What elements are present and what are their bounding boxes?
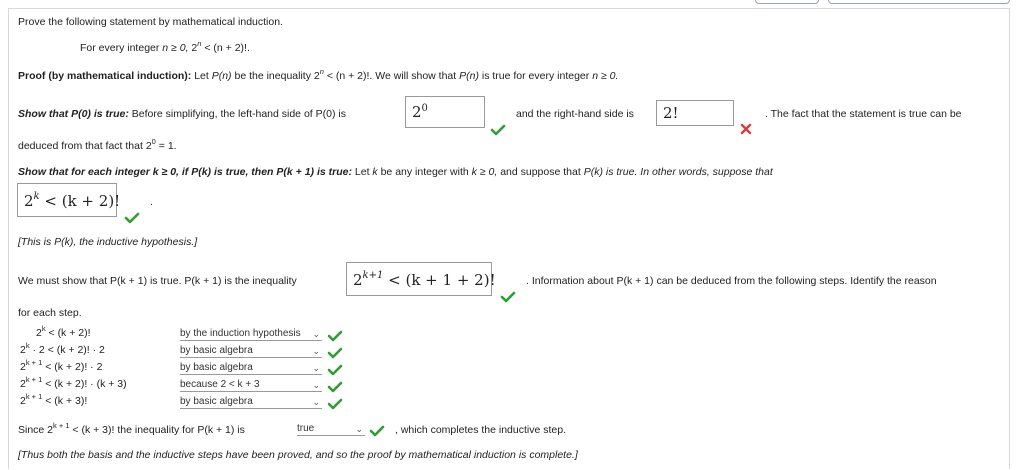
check-icon (490, 124, 506, 136)
must-show-text: We must show that P(k + 1) is true. P(k + 1) is the inequality (18, 275, 297, 287)
chevron-down-icon: ⌄ (312, 346, 320, 356)
prompt-text: Prove the following statement by mathematical induction. (18, 16, 283, 28)
base-case-rhs-label: and the right-hand side is (516, 108, 634, 120)
statement: For every integer n ≥ 0, 2$^n$ < (n + 2)!. (80, 39, 250, 54)
check-icon (327, 398, 343, 410)
chevron-down-icon: ⌄ (355, 424, 363, 434)
top-button-left[interactable] (755, 0, 819, 4)
step-5-reason-select[interactable]: by basic algebra ⌄ (180, 396, 320, 407)
check-icon (500, 291, 516, 303)
hypothesis-answer-box[interactable]: 2$^k$ < (k + 2)! (17, 183, 117, 217)
for-each-step-text: for each step. (18, 307, 82, 319)
inductive-hypothesis-note: [This is P(k), the inductive hypothesis.] (18, 236, 198, 248)
check-icon (124, 212, 140, 224)
step-2-reason-select[interactable]: by basic algebra ⌄ (180, 345, 320, 356)
chevron-down-icon: ⌄ (312, 329, 320, 339)
base-case-deduce: deduced from that fact that $2^0 = 1$. (18, 137, 177, 152)
step-4-reason-select[interactable]: because 2 < k + 3 ⌄ (180, 379, 320, 390)
check-icon (327, 347, 343, 359)
step-1-reason-select[interactable]: by the induction hypothesis ⌄ (180, 328, 320, 339)
base-case-tail: . The fact that the statement is true can be (765, 108, 962, 120)
cross-icon (740, 123, 752, 135)
since-tail: , which completes the inductive step. (395, 424, 567, 436)
since-text: Since $2^{k + 1} < (k + 3)$! the inequality for P(k + 1) is (18, 421, 245, 436)
check-icon (327, 364, 343, 376)
step-3-lhs: $2^{k + 1} < (k + 2)$! · 2 (20, 358, 103, 373)
check-icon (327, 381, 343, 393)
step-4-lhs: $2^{k + 1} < (k + 2)$! · (k + 3) (20, 375, 127, 390)
step-2-lhs: 2$^k$ · 2 < (k + 2)! · 2 (20, 341, 105, 356)
proof-intro: Proof (by mathematical induction): Let P(n) be the inequality 2$^n$ < (n + 2)!. We will show that P(n) is true for every integer n ≥ 0. (18, 67, 619, 82)
step-5-lhs: $2^{k + 1} < (k + 3)$! (20, 392, 88, 407)
lhs-answer-box[interactable]: $2^0$ (405, 96, 485, 128)
chevron-down-icon: ⌄ (312, 363, 320, 373)
rhs-answer-box[interactable]: 2! (656, 100, 734, 126)
info-text: . Information about P(k + 1) can be deduced from the following steps. Identify the reason (526, 275, 937, 287)
chevron-down-icon: ⌄ (312, 397, 320, 407)
step-1-lhs: 2$^k$ < (k + 2)! (36, 324, 91, 339)
since-answer-select[interactable]: true ⌄ (297, 423, 363, 434)
step-3-reason-select[interactable]: by basic algebra ⌄ (180, 362, 320, 373)
base-case-line: Show that P(0) is true: Before simplifying, the left-hand side of P(0) is (18, 108, 346, 120)
top-button-right[interactable] (828, 0, 1010, 4)
conclusion-text: [Thus both the basis and the inductive steps have been proved, and so the proof by mathematical induction is complete.] (18, 449, 578, 461)
hypothesis-dot: . (150, 196, 153, 208)
inductive-heading-line: Show that for each integer k ≥ 0, if P(k) is true, then P(k + 1) is true: Let k be any integer with k ≥ 0, and suppose that P(k) is true. In other words, suppose that (18, 166, 773, 178)
target-answer-box[interactable]: $2^{k+1} < (k + 1 + 2)$! (346, 262, 492, 296)
check-icon (369, 425, 385, 437)
check-icon (327, 330, 343, 342)
chevron-down-icon: ⌄ (312, 380, 320, 390)
